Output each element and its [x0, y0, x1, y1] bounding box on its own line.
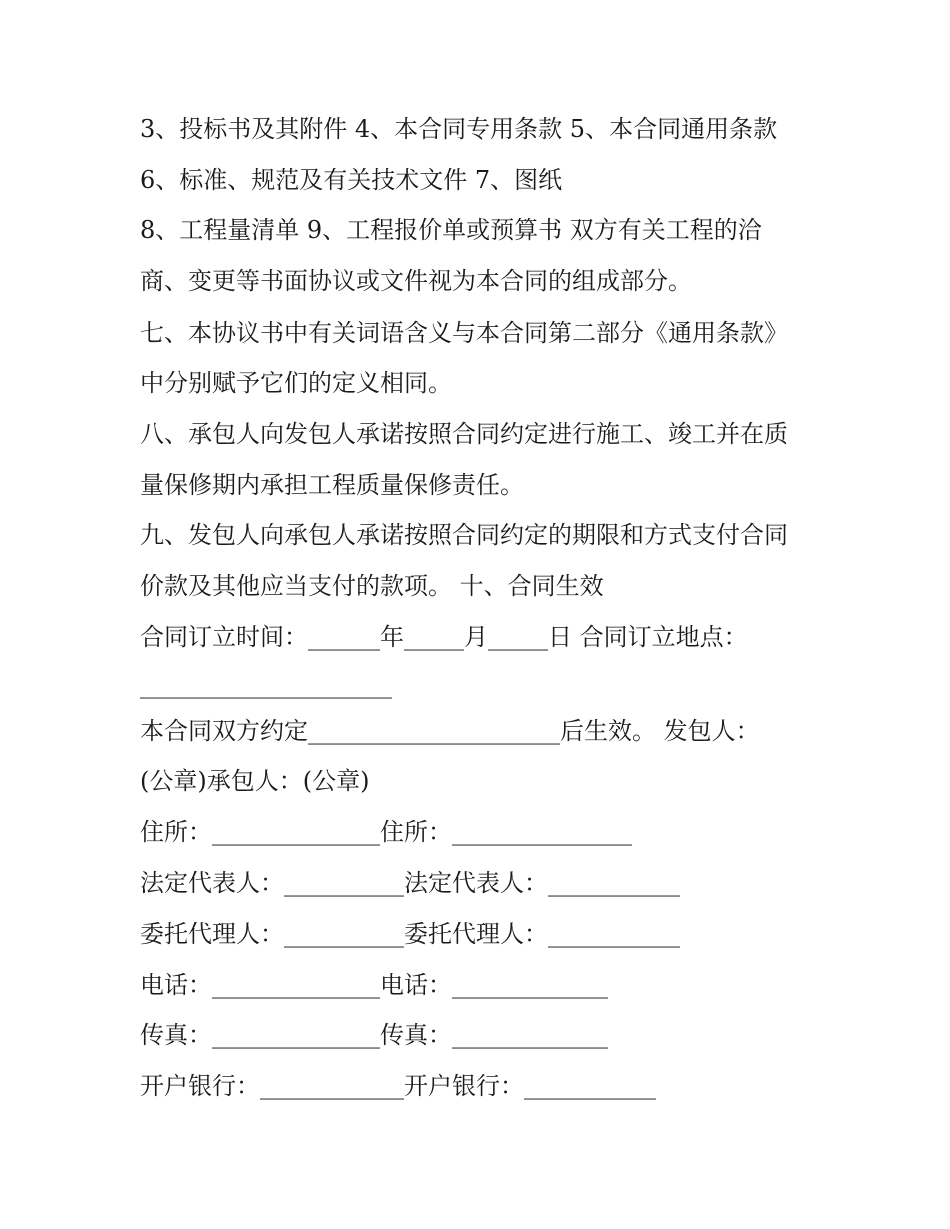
agent-line: 委托代理人：__________委托代理人：___________	[140, 920, 680, 948]
clause-eight-line-2: 量保修期内承担工程质量保修责任。	[140, 471, 524, 499]
clause-seven-line-1: 七、本协议书中有关词语含义与本合同第二部分《通用条款》	[140, 319, 788, 347]
contract-date-place-line: 合同订立时间：______年_____月_____日 合同订立地点：	[140, 623, 748, 651]
seal-line: (公章)承包人：(公章)	[140, 767, 370, 795]
clause-nine-ten-line: 价款及其他应当支付的款项。 十、合同生效	[140, 572, 604, 600]
contract-line-composition: 商、变更等书面协议或文件视为本合同的组成部分。	[140, 267, 692, 295]
legal-representative-line: 法定代表人：__________法定代表人：___________	[140, 869, 680, 897]
contract-place-blank: _____________________	[140, 671, 392, 699]
effective-condition-line: 本合同双方约定_____________________后生效。 发包人：	[140, 717, 760, 745]
contract-line-documents-6-7: 6、标准、规范及有关技术文件 7、图纸	[140, 166, 563, 194]
clause-eight-line-1: 八、承包人向发包人承诺按照合同约定进行施工、竣工并在质	[140, 420, 788, 448]
address-line: 住所：______________住所：_______________	[140, 818, 632, 846]
contract-line-documents-8-9: 8、工程量清单 9、工程报价单或预算书 双方有关工程的洽	[140, 216, 762, 244]
contract-line-documents-3-5: 3、投标书及其附件 4、本合同专用条款 5、本合同通用条款	[140, 115, 778, 143]
phone-line: 电话：______________电话：_____________	[140, 971, 608, 999]
clause-nine-line-1: 九、发包人向承包人承诺按照合同约定的期限和方式支付合同	[140, 521, 788, 549]
fax-line: 传真：______________传真：_____________	[140, 1021, 608, 1049]
bank-line: 开户银行：____________开户银行：___________	[140, 1072, 656, 1100]
clause-seven-line-2: 中分别赋予它们的定义相同。	[140, 369, 452, 397]
